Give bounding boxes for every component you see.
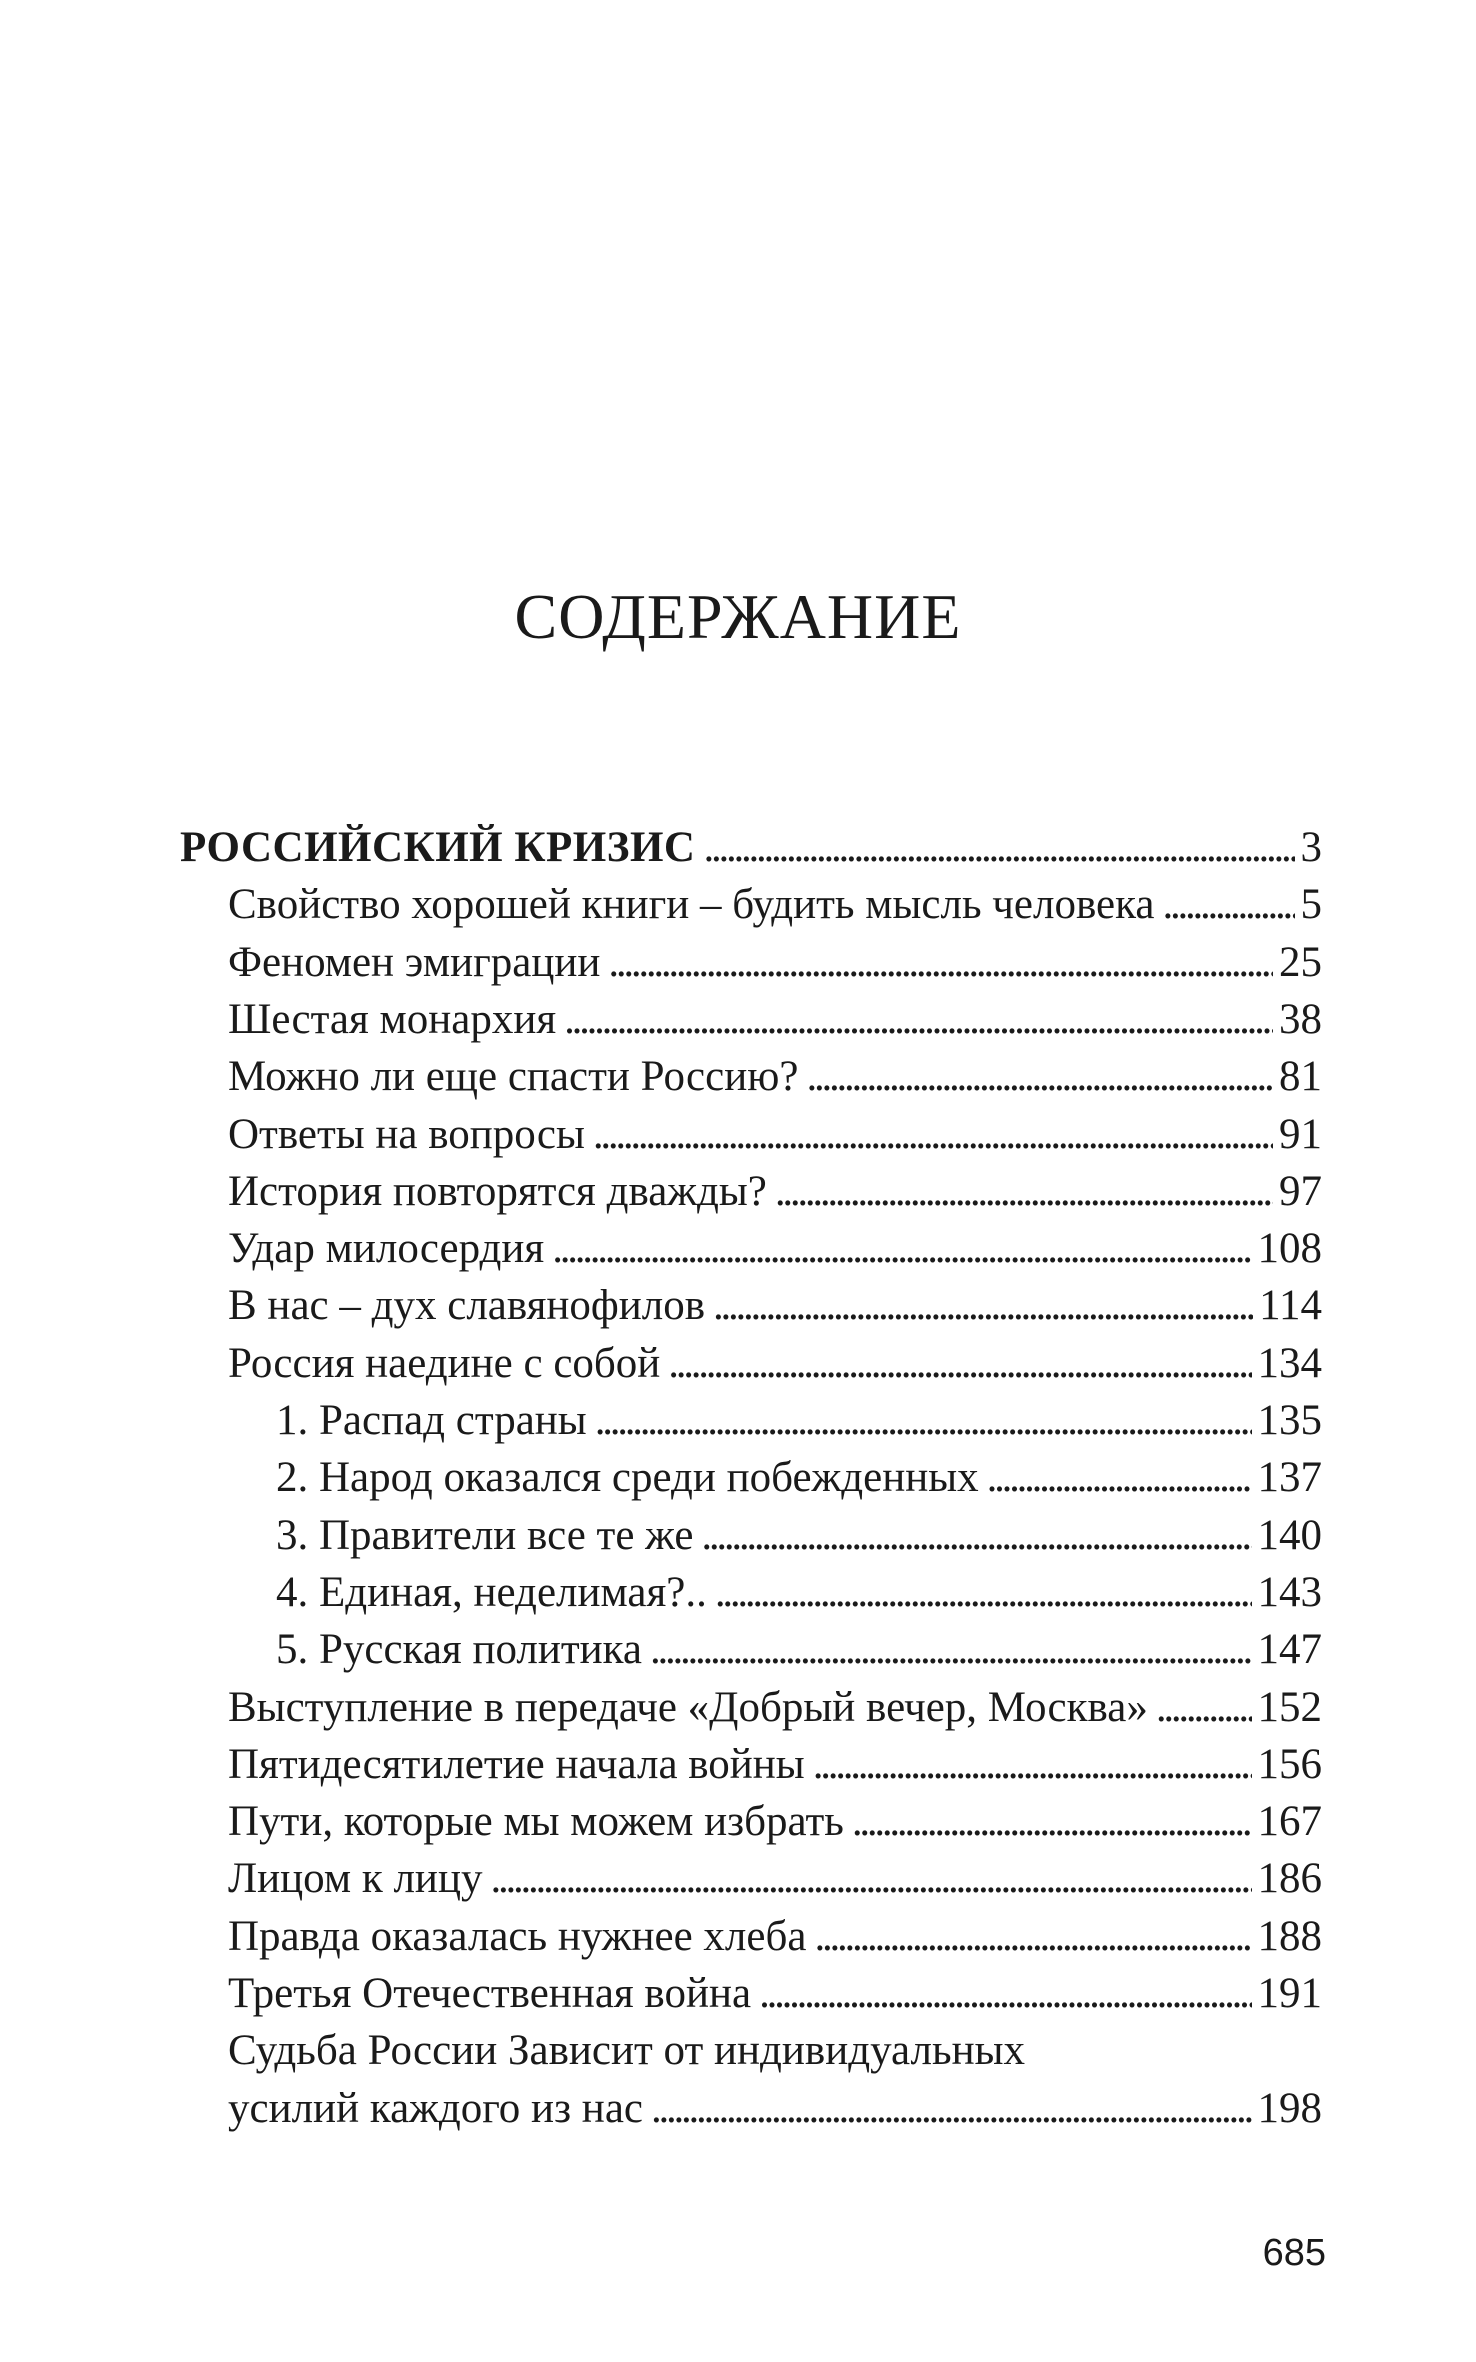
toc-dot-leader xyxy=(713,1278,1253,1334)
toc-entry xyxy=(276,1450,1322,1506)
toc-entry-title: Лицом к лицу xyxy=(228,1855,483,1903)
toc-entry-title: Пятидесятилетие начала войны xyxy=(228,1740,805,1788)
toc-dot-leader xyxy=(593,1107,1273,1163)
toc-dot-leader xyxy=(1162,877,1294,933)
toc-dot-leader xyxy=(650,1622,1252,1678)
toc-dot-leader xyxy=(668,1336,1251,1392)
toc-dot-leader xyxy=(814,1909,1251,1965)
toc-entry-page: 147 xyxy=(1257,1626,1322,1674)
toc-entry-page: 135 xyxy=(1257,1397,1322,1444)
toc-entry xyxy=(228,1278,1322,1334)
toc-entry xyxy=(276,1622,1322,1678)
toc-entry-page: 137 xyxy=(1257,1454,1322,1502)
toc-entry-page: 114 xyxy=(1259,1282,1322,1330)
toc-entry-page: 25 xyxy=(1279,938,1322,986)
toc-entry-page: 143 xyxy=(1257,1568,1322,1616)
toc-entry-page: 140 xyxy=(1257,1511,1322,1559)
toc-dot-leader xyxy=(852,1794,1252,1850)
toc-dot-leader xyxy=(564,992,1273,1048)
toc-entry-title: 4. Единая, неделимая?.. xyxy=(276,1568,707,1616)
toc-entry xyxy=(228,1049,1322,1105)
toc-dot-leader xyxy=(651,2081,1252,2137)
toc-entry-page: 186 xyxy=(1257,1855,1322,1903)
toc-entry-page: 198 xyxy=(1257,2084,1322,2132)
toc-dot-leader xyxy=(987,1450,1252,1506)
toc-entry-page: 191 xyxy=(1257,1970,1322,2017)
toc-entry-title: Свойство хорошей книги – будить мысль человека xyxy=(228,881,1155,929)
toc-entry xyxy=(228,2081,1322,2137)
toc-entry-page: 152 xyxy=(1257,1683,1322,1731)
toc-entry-page: 167 xyxy=(1257,1798,1322,1846)
toc-dot-leader xyxy=(759,1966,1251,2022)
toc-entry-page: 97 xyxy=(1279,1167,1322,1215)
toc-entry xyxy=(228,1680,1322,1736)
toc-entry-title: РОССИЙСКИЙ КРИЗИС xyxy=(180,824,696,871)
toc-entry-title: Ответы на вопросы xyxy=(228,1110,585,1158)
toc-entry-title: Выступление в передаче «Добрый вечер, Москва» xyxy=(228,1683,1148,1731)
toc-dot-leader xyxy=(552,1221,1251,1277)
toc-dot-leader xyxy=(813,1737,1252,1793)
toc-entry-title: усилий каждого из нас xyxy=(228,2084,643,2132)
toc-entry xyxy=(228,1909,1322,1965)
toc-entry-title: Пути, которые мы можем избрать xyxy=(228,1798,844,1846)
toc-dot-leader xyxy=(490,1851,1251,1907)
toc-entry xyxy=(228,1336,1322,1392)
toc-entry xyxy=(228,1221,1322,1277)
toc-entry-title: В нас – дух славянофилов xyxy=(228,1282,706,1330)
toc-entry xyxy=(228,877,1322,933)
toc-dot-leader xyxy=(806,1049,1273,1105)
toc-entry-page: 91 xyxy=(1279,1110,1322,1158)
toc-entry-page: 5 xyxy=(1300,881,1322,929)
toc-dot-leader xyxy=(595,1393,1252,1449)
toc-entry-title: Правда оказалась нужнее хлеба xyxy=(228,1912,807,1960)
toc-entry-title: 3. Правители все те же xyxy=(276,1511,694,1559)
toc-entry-title: Феномен эмиграции xyxy=(228,938,601,986)
toc-entry-page: 38 xyxy=(1279,995,1322,1043)
toc-entry xyxy=(228,1737,1322,1793)
toc-entry xyxy=(180,820,1322,876)
toc-entry-title: Можно ли еще спасти Россию? xyxy=(228,1053,799,1101)
toc-entry xyxy=(228,1794,1322,1850)
toc-entry xyxy=(228,1164,1322,1220)
toc-dot-leader xyxy=(1156,1680,1252,1736)
toc-entry-page: 3 xyxy=(1300,824,1322,871)
toc-entry xyxy=(228,1851,1322,1907)
toc-entry-page: 108 xyxy=(1257,1225,1322,1273)
page-title: СОДЕРЖАНИЕ xyxy=(514,581,962,652)
toc-entry-page: 156 xyxy=(1257,1740,1322,1788)
toc-entry-title: Третья Отечественная война xyxy=(228,1970,752,2017)
toc-entry-title: Судьба России Зависит от индивидуальных xyxy=(228,2027,1025,2075)
toc-entry-page: 188 xyxy=(1257,1912,1322,1960)
toc-entry-title: Россия наедине с собой xyxy=(228,1339,661,1387)
toc-entry xyxy=(228,1107,1322,1163)
toc-entry-title: Шестая монархия xyxy=(228,995,557,1043)
toc-dot-leader xyxy=(703,820,1294,876)
toc-entry xyxy=(276,1393,1322,1449)
toc-entry xyxy=(228,992,1322,1048)
toc-entry-title: История повторятся дважды? xyxy=(228,1167,767,1215)
toc-entry xyxy=(276,1565,1322,1621)
toc-entry-title: 5. Русская политика xyxy=(276,1626,642,1674)
toc-entry xyxy=(228,1966,1322,2022)
toc-dot-leader xyxy=(608,935,1273,991)
toc-entry-page: 81 xyxy=(1279,1053,1322,1101)
toc-entry-title: 2. Народ оказался среди побежденных xyxy=(276,1454,979,1502)
toc-dot-leader xyxy=(715,1565,1252,1621)
toc-dot-leader xyxy=(775,1164,1273,1220)
toc-entry-page: 134 xyxy=(1257,1339,1322,1387)
toc-entry-title: 1. Распад страны xyxy=(276,1397,587,1444)
toc-dot-leader xyxy=(701,1508,1251,1564)
toc-entry xyxy=(276,1508,1322,1564)
toc-entry xyxy=(228,2023,1322,2079)
toc-entry xyxy=(228,935,1322,991)
page-number: 685 xyxy=(1262,2232,1326,2274)
toc-entry-title: Удар милосердия xyxy=(228,1225,545,1273)
